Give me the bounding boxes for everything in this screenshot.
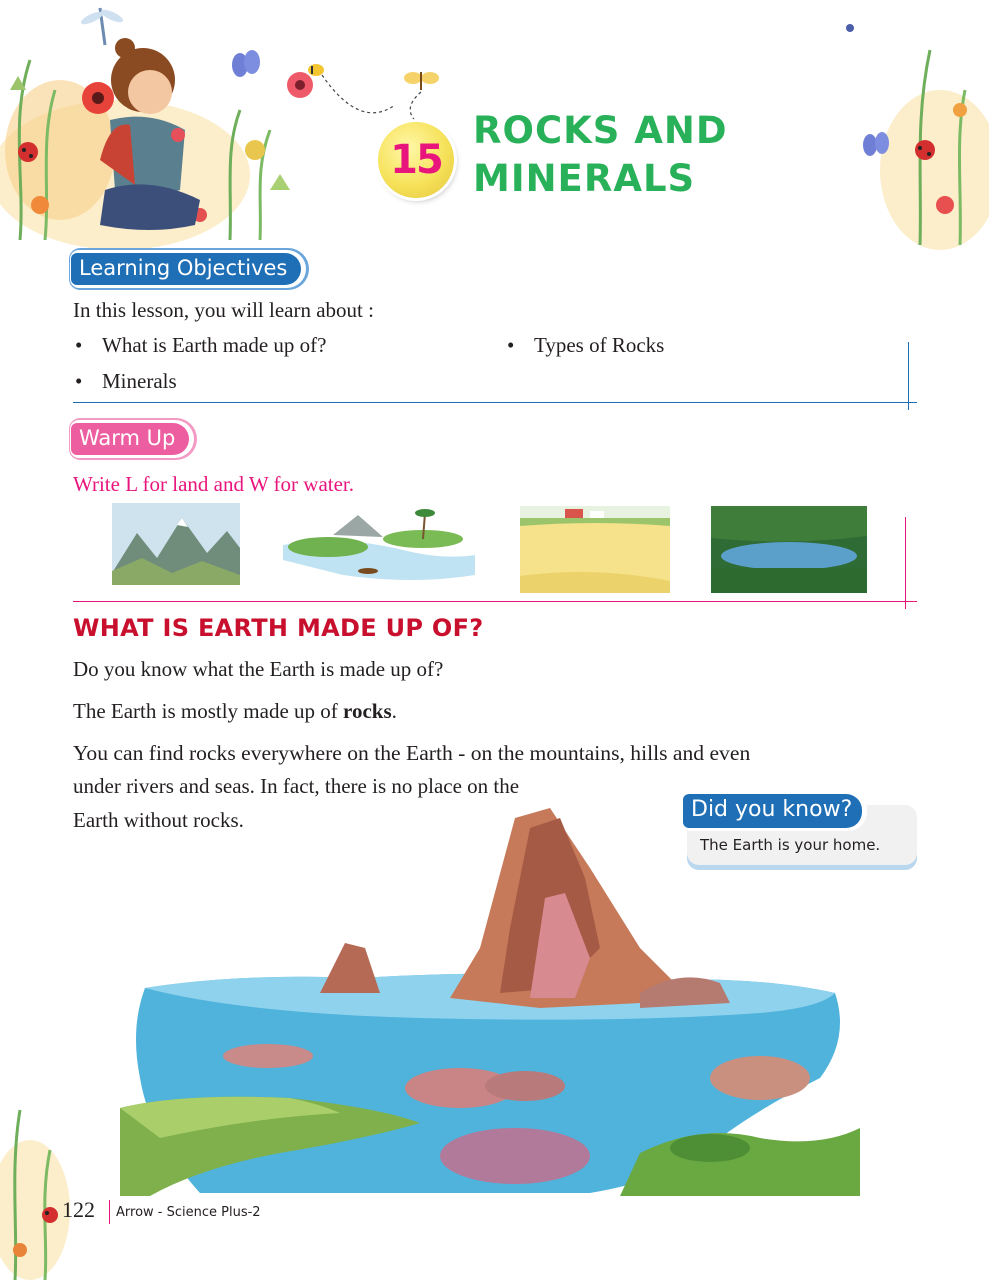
- learning-objectives-tag: [71, 253, 301, 285]
- paragraph-3-line2: under rivers and seas. In fact, there is no place on the: [73, 774, 520, 798]
- mountains-image: [112, 503, 240, 585]
- page-number: 122: [62, 1197, 95, 1222]
- dragonfly-icon: [79, 7, 124, 45]
- objective-item: • What is Earth made up of?: [102, 331, 327, 359]
- objective-item: • Minerals: [102, 367, 177, 395]
- warm-up-divider-vertical: [905, 517, 906, 609]
- paragraph-3-line1: You can find rocks everywhere on the Earth - on the mountains, hills and even: [73, 741, 751, 765]
- chapter-title-line2: MINERALS: [473, 157, 696, 200]
- rocks-sea-illustration: [120, 808, 860, 1196]
- chapter-title: [473, 107, 773, 203]
- objectives-divider: [73, 402, 917, 403]
- paragraph-2-end: .: [391, 699, 397, 723]
- warm-up-instruction: Write L for land and W for water.: [73, 472, 354, 496]
- footer-separator: [109, 1200, 110, 1224]
- island-river-image: [283, 505, 475, 585]
- objectives-intro: In this lesson, you will learn about :: [73, 298, 374, 322]
- grassland-field-image: [520, 506, 670, 593]
- did-you-know-label: Did you know?: [691, 797, 853, 822]
- book-title: Arrow - Science Plus-2: [116, 1205, 261, 1220]
- chapter-number: 15: [390, 137, 442, 183]
- did-you-know-text: The Earth is your home.: [700, 836, 881, 854]
- paragraph-2-text: The Earth is mostly made up of: [73, 699, 344, 723]
- paragraph-3-line3: Earth without rocks.: [73, 808, 244, 832]
- learning-objectives-label: Learning Objectives: [79, 256, 288, 280]
- pond-image: [711, 506, 867, 593]
- paragraph-2: [73, 697, 397, 725]
- bee-icon: [308, 64, 395, 113]
- section-heading: WHAT IS EARTH MADE UP OF?: [73, 614, 484, 642]
- warm-up-divider: [73, 601, 917, 602]
- paragraph-1: Do you know what the Earth is made up of?: [73, 657, 444, 681]
- warm-up-tag: [71, 423, 189, 455]
- objectives-divider-vertical: [908, 342, 909, 410]
- objective-item: • Types of Rocks: [534, 331, 664, 359]
- butterfly-icon: [232, 50, 260, 77]
- flowers-bottom-left-decoration: [0, 1100, 70, 1280]
- chapter-title-line1: ROCKS AND: [473, 109, 728, 152]
- keyword-rocks: rocks: [343, 699, 392, 723]
- butterfly-orange-icon: [404, 72, 439, 125]
- flowers-right-decoration: [863, 50, 989, 250]
- warm-up-label: Warm Up: [79, 426, 176, 450]
- chapter-number-badge: [378, 122, 454, 198]
- ladybug-small-icon: [846, 24, 854, 32]
